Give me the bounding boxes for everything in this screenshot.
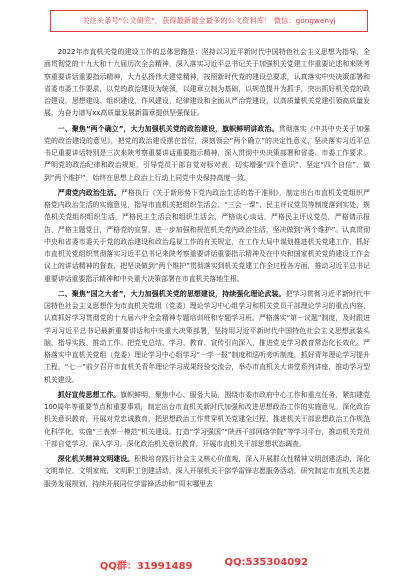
top-banner [50,10,368,32]
subsection-heading: 深化机关精神文明建设。 [57,455,135,463]
banner-text: 关注头条号"公文研究"，获得最新最全最多的公文资料库！ 微信：gongwenyj [82,16,336,25]
civilization-paragraph: 深化机关精神文明建设。积极培育践行社会主义核心价值观，深入开展群众性精神文明创建活动，深化文明单位、文明家庭、文明职工创建活动，深入开展机关干部学雷锋志愿服务活动，研究制定市直机关志愿服务发展规划，持续开展同位学雷锋活动和“周末哪里去 [44,455,370,488]
section-heading: 二、聚焦“国之大者”，大力加强机关党的思想建设，持续强化理论武装。 [57,289,286,298]
party-life-paragraph: 严肃党内政治生活。严格执行《关于新形势下党内政治生活的若干准则》，制定出台市直机关党组织严格党内政治生活的实施意见，指导市直机关把组织生活会、“三会一课”、民主评议党员等制度落到实处，规范机关党组织组织生活，严格民主生活会和组织生活会，严格谈心谈话，严格民主评议党员，严格请示报告，严格主题党日，严格党的宣誓。进一步加强和规范机关党内政治生活，坚决做到“两个维护”。认真贯彻中央和省委市委关于党的政治建设和政治巡视工作的有关规定，在工作大局中谋划推进机关党建工作，抓好市直机关党组织贯彻落实习近平总书记来陕考察重要讲话重要指示精神及在中央和国家机关党的建设工作会议上的讲话精神的督查，把坚决做到“两个维护”贯彻落实到机关党建工作全过程各方面，推动习近平总书记重要讲话重要指示精神和中央重大决策部署在市直机关落地生根。 [44,188,370,283]
section-heading: 一、聚焦“两个确立”，大力加强机关党的政治建设，旗帜鲜明讲政治。 [57,124,279,133]
section-two-paragraph: 二、聚焦“国之大者”，大力加强机关党的思想建设，持续强化理论武装。把学习贯彻习近平新时代中国特色社会主义思想作为市直机关党组（党委）理论学习中心组学习和机关党员干部理论学习的重点内容，认真抓好学习贯彻党的十九届六中全会精神专题培训班和专题学习班。严格落实“第一议题”制度，及时跟进学习习近平总书记最新重要讲话和中央重大决策部署，坚持用习近平新时代中国特色社会主义思想武装头脑、指导实践、推动工作。把党史总结、学习、教育、宣传引向深入，推进党史学习教育常态化长效化。严格落实中直机关党组（党委）理论学习中心组学习“一学一报”制度和巡听旁听制度，抓好青年理论学习提升工程，“七一”前夕召开市直机关青年理论学习成果经验交流会，举办市直机关大讲堂系列讲座，推动学习型机关建设。 [44,289,370,384]
qq-number-text: QQ:535304092 [224,557,309,568]
subsection-heading: 严肃党内政治生活。 [57,188,121,197]
propaganda-paragraph: 抓好宣传思想工作。旗帜鲜明，聚焦中心、服务大局，围绕市委市政府中心工作和重点任务，紧扣建党100周年等重要节点和重要事项，制定出台市直机关新时代加强和改进思想政治工作的实施意见。深化政治机关意识教育，开展对党忠诚教育，把思想政治工作贯穿机关党建全过程，推进机关干部思想政治工作规范化科学化，实施“三表率一模范”机关建设。打造“学习强国”“陕西干部网络学院”等学习平台，推动机关党员干部自觉学习、深入学习。深化政治机关意识教育，开展市直机关干部思想状态调查。 [44,390,370,448]
subsection-heading: 抓好宣传思想工作。 [57,390,121,399]
qq-group-text: QQ群：31991489 [99,561,193,572]
section-one-paragraph: 一、聚焦“两个确立”，大力加强机关党的政治建设，旗帜鲜明讲政治。贯彻落实《中共中央关于加强党的政治建设的意见》，把党的政治建设摆在首位，深刻领会“两个确立”的决定性意义，坚决落实习近平总书记重要讲话特别是三次来陕考察重要讲话重要指示精神，深入贯彻中央决策部署和省委、市委工作要求。严明党的政治纪律和政治规矩，引导党员干部自觉对标对表，切实增强“四个意识”、坚定“四个自信”、做到“两个维护”，始终在思想上政治上行动上同党中央保持高度一致。 [44,124,371,182]
intro-paragraph: 2022年市直机关党的建设工作的总体思路是：坚持以习近平新时代中国特色社会主义思想为指导，全面贯彻党的十九大和十九届历次全会精神，深入落实习近平总书记关于加强机关党建工作重要论述和来陕考察重要讲话重要指示精神，大力弘扬伟大建党精神，按照新时代党的建设总要求，认真落实中央决策部署和省委市委工作要求，以党的政治建设为统领，以建章立制为基础，以规范提升为抓手，突出抓好机关党的政治建设、思想建设、组织建设、作风建设、纪律建设和全面从严治党建设，以高质量机关党建引领高质量发展，为奋力谱写xx高质量发展新篇章提供坚强保证。 [44,48,370,118]
footer-contacts [0,557,408,572]
document-body [44,46,370,493]
